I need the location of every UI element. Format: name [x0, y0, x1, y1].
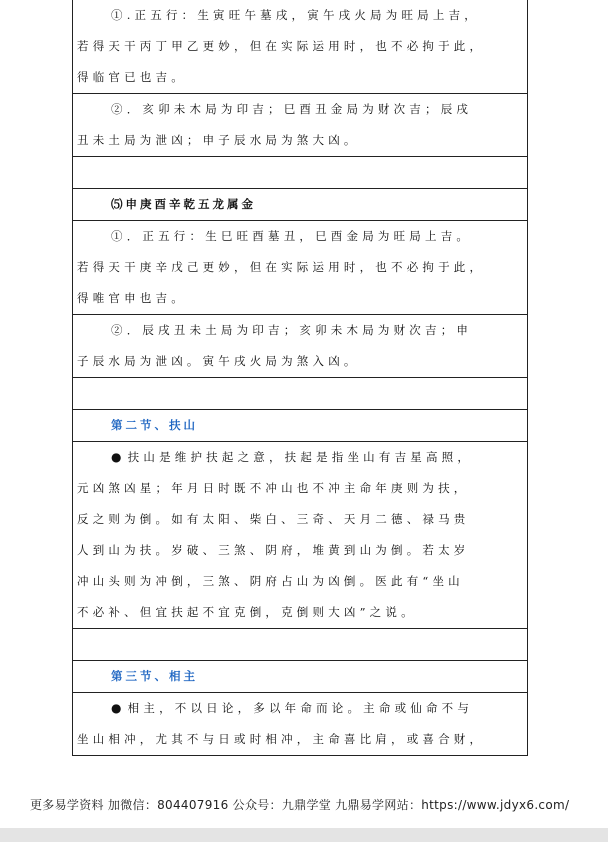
text-line-content: 扶山是维护扶起之意，扶起是指坐山有吉星高照， [127, 450, 474, 464]
text-line: ②．亥卯未木局为印吉；巳酉丑金局为财次吉；辰戌 [111, 102, 473, 116]
footer-text: 更多易学资料 加微信：804407916 公众号：九鼎学堂 九鼎易学网站：https://www.jdyx6.com/ [30, 798, 570, 812]
text-line [77, 442, 523, 473]
text-line: 子辰水局为泄凶。寅午戌火局为煞入凶。 [77, 354, 360, 368]
text-line [77, 693, 523, 724]
subsection-heading [73, 189, 527, 221]
text-line: 不必补、但宜扶起不宜克倒，克倒则大凶”之说。 [77, 605, 417, 619]
section-title: 第二节、扶山 [111, 418, 198, 432]
text-line: ②．辰戌丑未土局为印吉；亥卯未木局为财次吉；申 [111, 323, 473, 337]
section-title: 第三节、相主 [111, 669, 198, 683]
text-line: 丑未土局为泄凶；申子辰水局为煞大凶。 [77, 133, 360, 147]
text-line: 若得天干丙丁甲乙更妙，但在实际运用时，也不必拘于此， [77, 39, 486, 53]
table-row [73, 442, 527, 629]
text-line-content: 相主，不以日论，多以年命而论。主命或仙命不与 [127, 701, 474, 715]
section-heading [73, 410, 527, 442]
text-line: 元凶煞凶星；年月日时既不冲山也不冲主命年庚则为扶， [77, 481, 470, 495]
content-table [72, 0, 528, 756]
text-line: ①．正五行：生巳旺酉墓丑，巳酉金局为旺局上吉。 [111, 229, 473, 243]
text-line: 冲山头则为冲倒，三煞、阴府占山为凶倒。医此有“坐山 [77, 574, 464, 588]
blank-row [73, 629, 527, 661]
blank-row [73, 157, 527, 189]
table-row [73, 94, 527, 157]
table-row [73, 221, 527, 315]
text-line: 人到山为扶。岁破、三煞、阴府，堆黄到山为倒。若太岁 [77, 543, 470, 557]
blank-row [73, 378, 527, 410]
table-row [73, 0, 527, 94]
bullet-icon: ● [111, 450, 126, 464]
bullet-icon: ● [111, 701, 126, 715]
text-line: 坐山相冲，尤其不与日或时相冲，主命喜比肩，或喜合财， [77, 732, 486, 746]
text-line: 得唯官申也吉。 [77, 291, 187, 305]
text-line: ①.正五行：生寅旺午墓戌，寅午戌火局为旺局上吉， [111, 8, 480, 22]
table-row [73, 693, 527, 756]
text-line: 若得天干庚辛戊己更妙，但在实际运用时，也不必拘于此， [77, 260, 486, 274]
text-line: 反之则为倒。如有太阳、柴白、三奇、天月二德、禄马贵 [77, 512, 470, 526]
text-line: 得临官已也吉。 [77, 70, 187, 84]
bottom-bar [0, 828, 608, 842]
heading-text: ⑸申庚酉辛乾五龙属金 [111, 197, 256, 211]
section-heading [73, 661, 527, 693]
table-row [73, 315, 527, 378]
